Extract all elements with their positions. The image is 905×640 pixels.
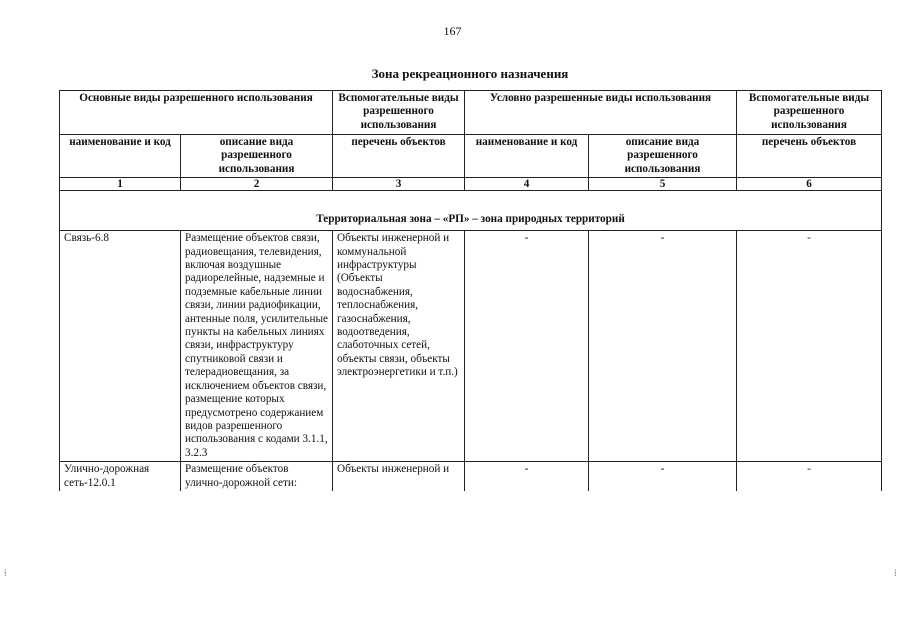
header-description-2: описание вида разрешенного использования (589, 135, 737, 178)
header-object-list-2: перечень объектов (737, 135, 882, 178)
column-number: 2 (181, 178, 333, 191)
header-name-code-2: наименование и код (465, 135, 589, 178)
header-main-uses: Основные виды разрешенного использования (60, 91, 333, 135)
page-number: 167 (443, 24, 462, 38)
use-description: Размещение объектов связи, радиовещания, телевидения, включая воздушные радиорелейные, надземные и подземные кабельные линии связи, линии радиофикации, антенные поля, усилительные пункты на кабельных линиях связи, инфраструктуру спутниковой связи и телерадиовещания, за исключением объектов связи, размещение которых предусмотрено содержанием видов разрешенного использования с кодами 3.1.1, 3.2.3 (181, 231, 333, 462)
header-row-main (60, 91, 882, 135)
use-name-code: Связь-6.8 (60, 231, 181, 462)
column-number: 3 (333, 178, 465, 191)
table-row (60, 462, 882, 491)
zone-caption: Территориальная зона – «РП» – зона природных территорий (60, 191, 882, 231)
conditional-name-code: - (465, 231, 589, 462)
table-row (60, 231, 882, 462)
conditional-name-code: - (465, 462, 589, 491)
column-number: 1 (60, 178, 181, 191)
use-name-code: Улично-дорожная сеть-12.0.1 (60, 462, 181, 491)
header-object-list: перечень объектов (333, 135, 465, 178)
land-use-table (59, 90, 882, 491)
right-margin-mark: ⁞ (894, 568, 897, 578)
header-name-code: наименование и код (60, 135, 181, 178)
column-number: 5 (589, 178, 737, 191)
use-object-list: Объекты инженерной и коммунальной инфраструктуры (Объекты водоснабжения, теплоснабжения, газоснабжения, водоотведения, слаботочных сетей, объекты связи, объекты электроэнергетики и т.п.) (333, 231, 465, 462)
conditional-description: - (589, 462, 737, 491)
conditional-description: - (589, 231, 737, 462)
use-description: Размещение объектов улично-дорожной сети: (181, 462, 333, 491)
header-row-sub (60, 135, 882, 178)
header-conditional-uses: Условно разрешенные виды использования (465, 91, 737, 135)
header-description: описание вида разрешенного использования (181, 135, 333, 178)
document-title: Зона рекреационного назначения (371, 66, 569, 81)
use-object-list: Объекты инженерной и (333, 462, 465, 491)
left-margin-mark: ⁞ (4, 568, 7, 578)
header-aux-uses-2: Вспомогательные виды разрешенного использования (737, 91, 882, 135)
column-number: 6 (737, 178, 882, 191)
conditional-object-list: - (737, 231, 882, 462)
zone-caption-row (60, 191, 882, 231)
header-aux-uses: Вспомогательные виды разрешенного использования (333, 91, 465, 135)
column-number: 4 (465, 178, 589, 191)
column-number-row (60, 178, 882, 191)
conditional-object-list: - (737, 462, 882, 491)
